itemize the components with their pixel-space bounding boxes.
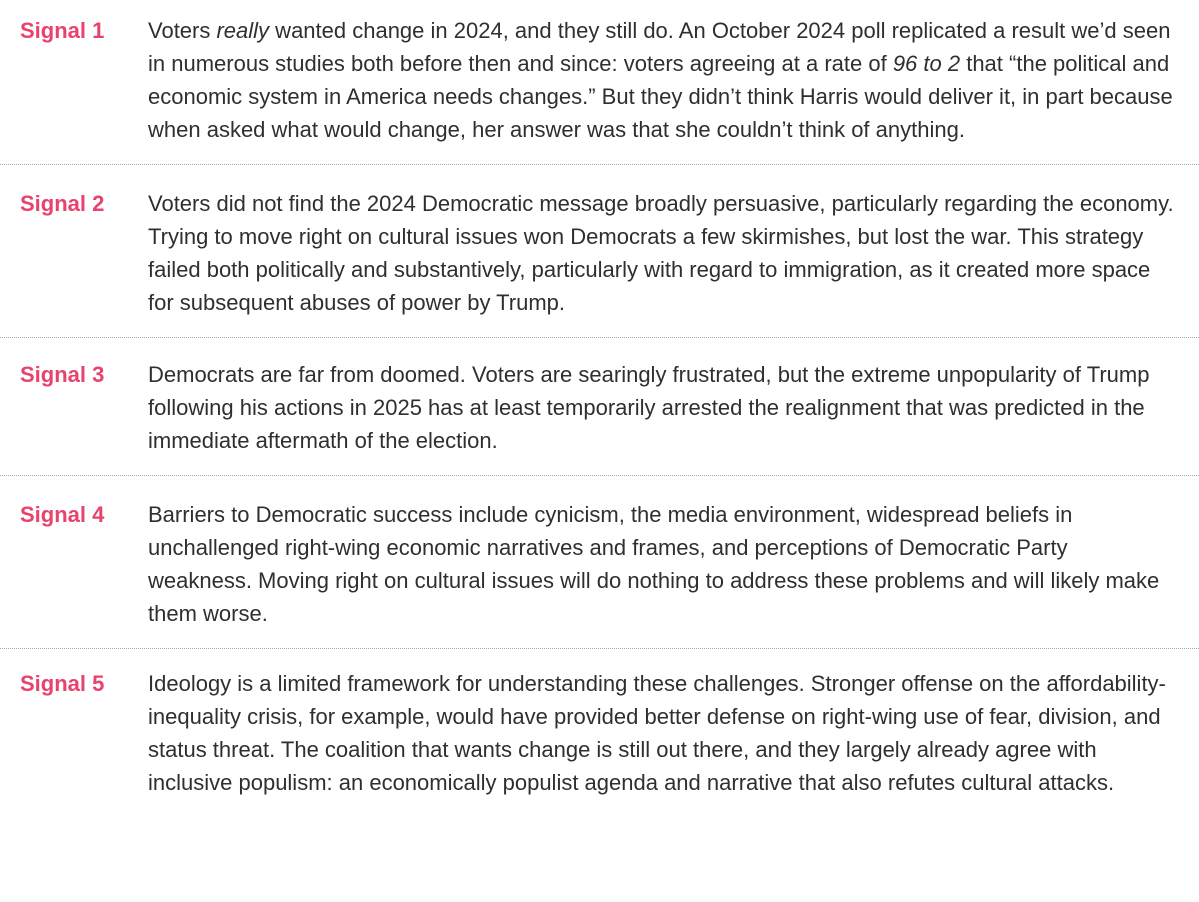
signal-text-segment: Barriers to Democratic success include cynicism, the media environment, widespread beliefs in unchallenged right-wing economic narratives and frames, and perceptions of Democratic Party weakness. Moving right on cultural issues will do nothing to address these problems and will likely make them worse. <box>148 502 1160 626</box>
signal-row <box>0 649 1199 809</box>
signal-label: Signal 3 <box>20 362 105 387</box>
signal-text-emphasis: 96 to 2 <box>892 51 961 76</box>
signal-label: Signal 5 <box>20 671 105 696</box>
signal-text-segment: Democrats are far from doomed. Voters are searingly frustrated, but the extreme unpopularity of Trump following his actions in 2025 has at least temporarily arrested the realignment that was predicted in the immediate aftermath of the election. <box>148 362 1150 453</box>
signal-row <box>0 165 1199 338</box>
signal-text <box>148 187 1175 319</box>
signal-text <box>148 358 1175 457</box>
signal-row <box>0 338 1199 476</box>
signal-text <box>148 14 1175 146</box>
signal-text-emphasis: really <box>216 18 270 43</box>
signal-text-segment: Voters <box>148 18 217 43</box>
signal-text-segment: Voters did not find the 2024 Democratic message broadly persuasive, particularly regarding the economy. Trying to move right on cultural issues won Democrats a few skirmishes, but lost the war. This strategy failed both politically and substantively, particularly with regard to immigration, as it created more space for subsequent abuses of power by Trump. <box>148 191 1174 315</box>
signal-label: Signal 4 <box>20 502 105 527</box>
signal-text <box>148 667 1175 799</box>
signal-row <box>0 476 1199 649</box>
signal-label: Signal 1 <box>20 18 105 43</box>
signal-text-segment: wanted change in 2024, and they still do. An October 2024 poll replicated a result we’d seen in numerous studies both before then and since: voters agreeing at a rate of <box>148 18 1171 76</box>
signal-label: Signal 2 <box>20 191 105 216</box>
signal-text-segment: Ideology is a limited framework for understanding these challenges. Stronger offense on the affordability-inequality crisis, for example, would have provided better defense on right-wing use of fear, division, and status threat. The coalition that wants change is still out there, and they largely already agree with inclusive populism: an economically populist agenda and narrative that also refutes cultural attacks. <box>148 671 1166 795</box>
signal-text <box>148 498 1175 630</box>
signal-text-segment: that “the political and economic system in America needs changes.” But they didn’t think Harris would deliver it, in part because when asked what would change, her answer was that she couldn’t think of anything. <box>148 51 1173 142</box>
signal-row <box>0 0 1199 165</box>
